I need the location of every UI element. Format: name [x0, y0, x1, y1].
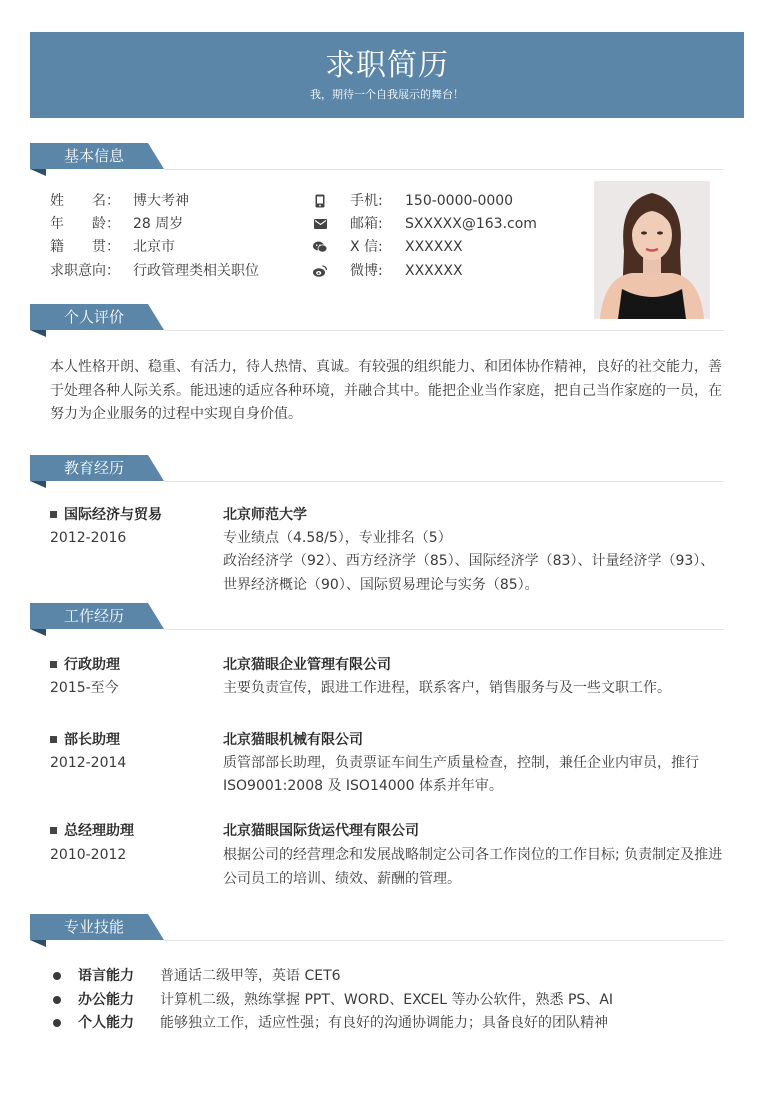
square-bullet-icon	[50, 661, 57, 668]
bullet-dot-icon	[53, 972, 61, 980]
email-label: 邮箱:	[350, 216, 383, 232]
work-detail-line: 根据公司的经营理念和发展战略制定公司各工作岗位的工作目标; 负责制定及推进	[223, 847, 723, 863]
resume-title: 求职简历	[325, 48, 449, 83]
mail-icon	[313, 217, 327, 231]
section-header-education	[30, 455, 724, 487]
age-label: 年 龄：	[50, 216, 120, 232]
evaluation-text	[50, 356, 722, 427]
section-header-work	[30, 603, 724, 635]
work-role: 总经理助理	[50, 821, 134, 841]
education-detail-line: 世界经济概论（90）、国际贸易理论与实务（85）。	[223, 577, 539, 593]
work-period: 2015-至今	[50, 680, 119, 696]
section-title-evaluation: 个人评价	[64, 308, 125, 326]
skill-name: 个人能力	[78, 1015, 134, 1031]
job-intention-value: 行政管理类相关职位	[133, 263, 259, 279]
hometown-label: 籍 贯：	[50, 239, 120, 255]
skill-desc: 计算机二级，熟练掌握 PPT、WORD、EXCEL 等办公软件，熟悉 PS、AI	[160, 992, 614, 1008]
work-company: 北京猫眼国际货运代理有限公司	[223, 823, 419, 839]
work-role: 部长助理	[50, 730, 120, 750]
work-period: 2012-2014	[50, 755, 127, 771]
section-header-evaluation	[30, 304, 724, 336]
skill-desc: 能够独立工作，适应性强；有良好的沟通协调能力；具备良好的团队精神	[160, 1015, 608, 1031]
square-bullet-icon	[50, 736, 57, 743]
work-detail-line: 公司员工的培训、绩效、薪酬的管理。	[223, 871, 461, 887]
education-period: 2012-2016	[50, 530, 127, 546]
bullet-dot-icon	[53, 1019, 61, 1027]
weibo-label: 微博:	[350, 263, 383, 279]
skill-name: 语言能力	[78, 968, 134, 984]
education-detail-line: 政治经济学（92）、西方经济学（85）、国际经济学（83）、计量经济学（93）、	[223, 553, 715, 569]
section-title-basic: 基本信息	[64, 147, 125, 165]
section-header-skills	[30, 914, 724, 946]
email-value: SXXXXX@163.com	[405, 216, 537, 232]
wechat-label: X 信:	[350, 239, 383, 255]
job-intention-label: 求职意向：	[50, 263, 120, 279]
phone-value: 150-0000-0000	[405, 193, 514, 209]
evaluation-line: 努力为企业服务的过程中实现自身价值。	[50, 406, 302, 422]
evaluation-line: 于处理各种人际关系。能迅速的适应各种环境，并融合其中。能把企业当作家庭，把自己当作家庭的一员，在	[50, 382, 722, 399]
work-company: 北京猫眼企业管理有限公司	[223, 657, 391, 673]
wechat-value: XXXXXX	[405, 239, 463, 255]
name-label: 姓 名：	[50, 193, 120, 209]
education-detail-line: 专业绩点（4.58/5），专业排名（5）	[223, 530, 452, 546]
phone-icon	[313, 194, 327, 208]
skill-name: 办公能力	[78, 992, 134, 1008]
wechat-icon	[313, 240, 327, 254]
section-title-skills: 专业技能	[64, 918, 125, 936]
section-header-basic	[30, 143, 724, 175]
education-school: 北京师范大学	[223, 507, 307, 523]
resume-header	[30, 32, 744, 118]
work-detail-line: 质管部部长助理，负责票证车间生产质量检查，控制，兼任企业内审员，推行	[223, 755, 699, 771]
work-period: 2010-2012	[50, 847, 127, 863]
hometown-value: 北京市	[133, 239, 175, 255]
work-role: 行政助理	[50, 655, 120, 675]
weibo-icon	[313, 264, 327, 278]
work-detail-line: 主要负责宣传，跟进工作进程，联系客户，销售服务与及一些文职工作。	[223, 680, 671, 696]
bullet-dot-icon	[53, 996, 61, 1004]
evaluation-line: 本人性格开朗、稳重、有活力，待人热情、真诚。有较强的组织能力、和团体协作精神，良好的社交能力，善	[50, 359, 722, 375]
age-value: 28 周岁	[133, 216, 184, 232]
resume-subtitle: 我，期待一个自我展示的舞台！	[310, 88, 464, 101]
section-title-work: 工作经历	[64, 607, 125, 625]
square-bullet-icon	[50, 511, 57, 518]
square-bullet-icon	[50, 827, 57, 834]
profile-photo	[594, 181, 710, 319]
work-detail-line: ISO9001:2008 及 ISO14000 体系并年审。	[223, 778, 503, 794]
section-title-education: 教育经历	[64, 459, 125, 477]
phone-label: 手机:	[350, 193, 383, 209]
name-value: 博大考神	[133, 193, 189, 209]
weibo-value: XXXXXX	[405, 263, 463, 279]
education-major: 国际经济与贸易	[50, 505, 162, 525]
work-company: 北京猫眼机械有限公司	[223, 732, 363, 748]
skill-desc: 普通话二级甲等，英语 CET6	[160, 968, 341, 984]
